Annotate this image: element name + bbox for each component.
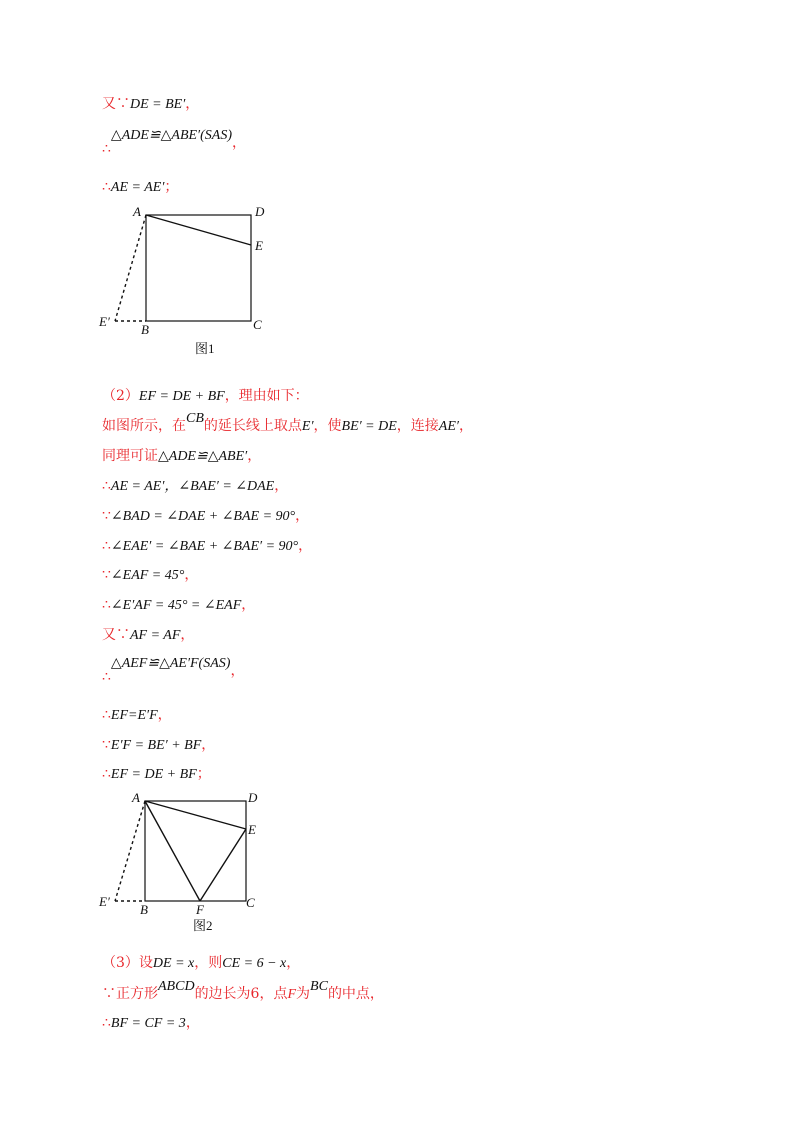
- line-math: AE = AE′，∠BAE′ = ∠DAE: [110, 479, 275, 494]
- line-suffix: ；: [196, 766, 211, 782]
- line-prefix: ∵: [102, 508, 111, 524]
- line-math: ∠BAD = ∠DAE + ∠BAE = 90°: [110, 509, 296, 524]
- proof-line-13: [102, 656, 245, 685]
- line-suffix: 的中点，: [327, 986, 384, 1002]
- label-a: A: [132, 790, 140, 805]
- label-d: D: [255, 204, 265, 219]
- segment-af: [145, 801, 200, 901]
- line-prefix: ∴: [102, 478, 111, 494]
- proof-line-4: [102, 387, 309, 406]
- line-math: DE = x: [152, 956, 195, 971]
- line-math: EF = DE + BF: [138, 389, 225, 404]
- line-suffix: ，: [185, 96, 200, 112]
- line-suffix: ，: [247, 448, 262, 464]
- proof-line-2: [102, 128, 246, 157]
- line-mid: 的延长线上取点: [203, 418, 302, 434]
- line-mid: ，则: [194, 955, 223, 971]
- segment-ae-prime: [115, 801, 145, 901]
- proof-line-8: [102, 507, 309, 526]
- figure-2: [95, 785, 285, 945]
- line-prefix: （3）设: [102, 955, 153, 971]
- proof-line-3: [102, 178, 178, 197]
- line-math-3: BC: [310, 979, 328, 994]
- label-f: F: [196, 902, 204, 917]
- proof-line-9: [102, 537, 312, 556]
- line-prefix: ∵: [102, 737, 111, 753]
- line-prefix: ∵: [102, 567, 111, 583]
- line-math: ABCD: [158, 979, 195, 994]
- line-prefix: （2）: [102, 388, 139, 404]
- line-math: DE = BE′: [130, 97, 186, 112]
- label-e-prime: E′: [99, 894, 110, 909]
- label-e: E: [248, 822, 256, 837]
- proof-line-11: [102, 596, 255, 615]
- line-math: △ADE≌△ABE′: [158, 449, 248, 464]
- line-prefix: 又∵: [102, 627, 130, 643]
- line-suffix: ，理由如下：: [224, 388, 309, 404]
- proof-line-10: [102, 566, 198, 585]
- line-math: ∠EAE′ = ∠BAE + ∠BAE′ = 90°: [110, 539, 299, 554]
- line-math-3: BE′ = DE: [341, 419, 397, 434]
- label-a: A: [133, 204, 141, 219]
- label-b: B: [141, 322, 149, 337]
- line-prefix: 如图所示，在: [102, 418, 186, 434]
- proof-line-16: [102, 765, 211, 784]
- proof-line-15: [102, 736, 215, 755]
- figure-2-caption: 图2: [193, 918, 213, 933]
- proof-line-19: [102, 1014, 200, 1033]
- proof-line-1: [102, 95, 199, 114]
- line-mid-2: ，使: [313, 418, 342, 434]
- line-suffix: ，: [232, 135, 246, 151]
- line-prefix: ∴: [102, 669, 111, 685]
- proof-line-6: [102, 447, 261, 466]
- proof-line-12: [102, 626, 194, 645]
- line-math: CB: [186, 411, 204, 426]
- line-prefix: 同理可证: [102, 448, 158, 464]
- segment-fe: [200, 829, 246, 901]
- line-suffix: ，: [458, 418, 473, 434]
- line-suffix: ，: [180, 627, 195, 643]
- line-prefix: ∴: [102, 766, 111, 782]
- label-c: C: [246, 895, 255, 910]
- line-math: △AEF≌△AE′F(SAS): [110, 656, 231, 671]
- square-abcd: [145, 801, 246, 901]
- line-math-2: CE = 6 − x: [222, 956, 287, 971]
- line-suffix: ，: [201, 737, 216, 753]
- figure-1-caption: 图1: [195, 341, 215, 356]
- line-mid-2: 为: [296, 986, 311, 1002]
- line-suffix: ，: [286, 955, 301, 971]
- line-prefix: ∴: [102, 707, 111, 723]
- square-abcd: [146, 215, 251, 321]
- proof-line-14: [102, 706, 172, 725]
- line-mid: 的边长为6，点: [194, 986, 288, 1002]
- line-suffix: ；: [164, 179, 179, 195]
- line-prefix: ∵正方形: [102, 986, 158, 1002]
- line-suffix: ，: [157, 707, 172, 723]
- line-math: EF = DE + BF: [110, 767, 197, 782]
- line-suffix: ，: [274, 478, 289, 494]
- line-math: AE = AE′: [110, 180, 165, 195]
- label-e-prime: E′: [99, 314, 110, 329]
- line-math: E′F = BE′ + BF: [110, 738, 202, 753]
- line-math-2: F: [287, 987, 297, 1002]
- line-suffix: ，: [185, 1015, 200, 1031]
- line-prefix: ∴: [102, 1015, 111, 1031]
- label-b: B: [140, 902, 148, 917]
- line-suffix: ，: [298, 538, 313, 554]
- proof-line-5: [102, 411, 473, 436]
- line-math: EF=E′F: [110, 708, 158, 723]
- line-suffix: ，: [295, 508, 310, 524]
- line-mid-3: ，连接: [396, 418, 439, 434]
- line-prefix: ∴: [102, 597, 111, 613]
- line-math: ∠E′AF = 45° = ∠EAF: [110, 598, 242, 613]
- line-math-2: E′: [301, 419, 314, 434]
- proof-line-7: [102, 477, 288, 496]
- line-suffix: ，: [230, 663, 245, 679]
- line-prefix: ∴: [102, 179, 111, 195]
- line-math: BF = CF = 3: [110, 1016, 186, 1031]
- segment-ae-prime: [115, 215, 146, 321]
- segment-ae: [145, 801, 246, 829]
- label-d: D: [248, 790, 258, 805]
- line-suffix: ，: [241, 597, 256, 613]
- line-prefix: 又∵: [102, 96, 130, 112]
- line-math-4: AE′: [438, 419, 459, 434]
- line-math: AF = AF: [130, 628, 181, 643]
- line-prefix: ∴: [102, 141, 111, 157]
- line-math: ∠EAF = 45°: [110, 568, 185, 583]
- proof-line-18: [102, 979, 384, 1004]
- line-prefix: ∴: [102, 538, 111, 554]
- proof-line-17: [102, 954, 300, 973]
- line-suffix: ，: [184, 567, 199, 583]
- label-c: C: [253, 317, 262, 332]
- label-e: E: [255, 238, 263, 253]
- segment-ae: [146, 215, 251, 245]
- line-math: △ADE≌△ABE′(SAS): [110, 128, 232, 143]
- figure-1: [95, 200, 285, 360]
